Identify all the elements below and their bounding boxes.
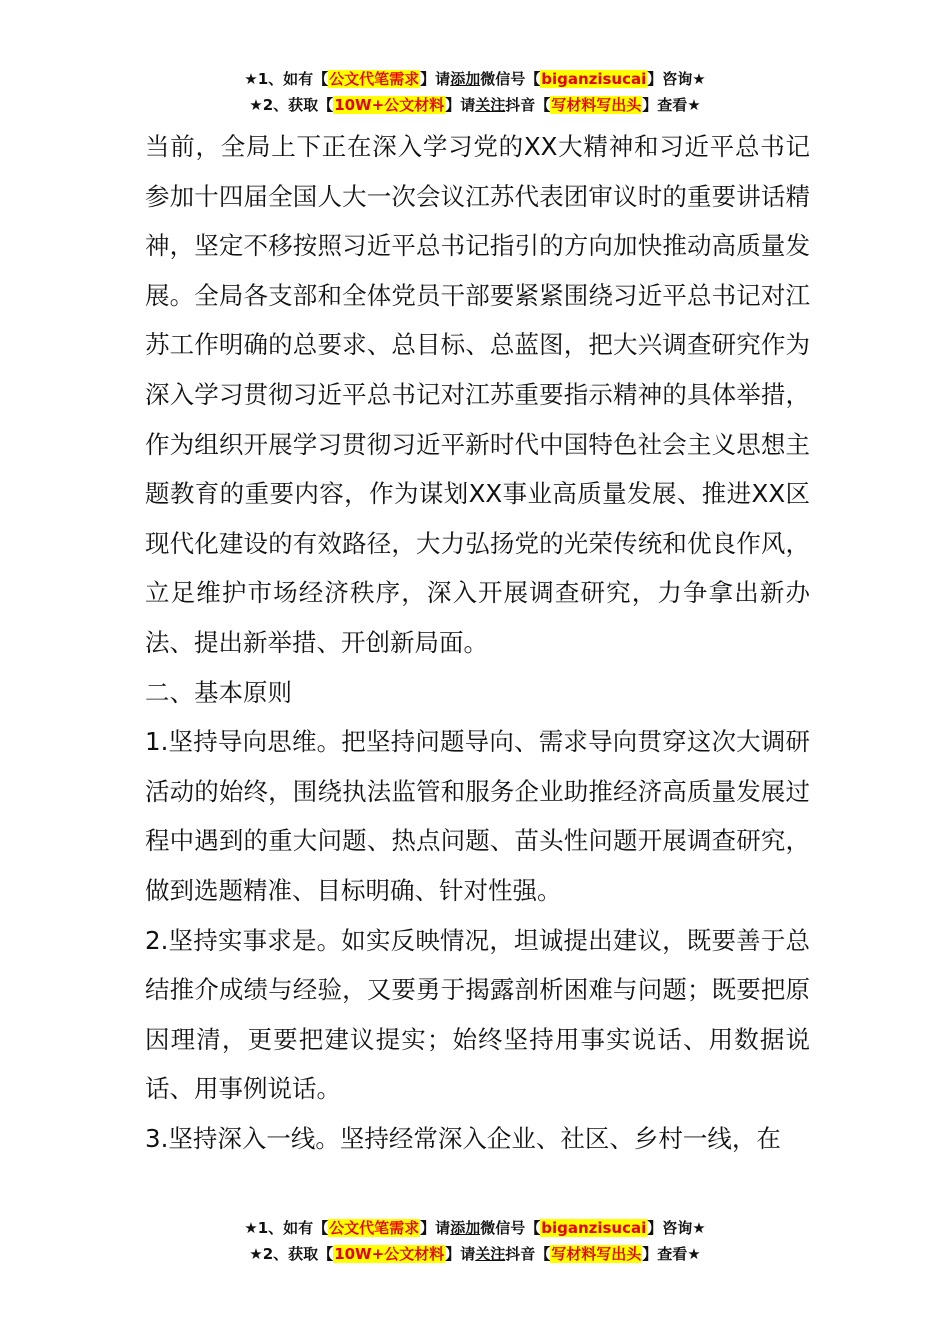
header-banner bbox=[0, 66, 950, 118]
banner-text: 】咨询★ bbox=[647, 1219, 706, 1237]
banner-text: 】查看★ bbox=[642, 96, 701, 114]
banner-text: ★1、如有【 bbox=[244, 1219, 329, 1237]
wechat-id-highlight: biganzisucai bbox=[541, 1219, 647, 1237]
banner-text: 】请 bbox=[420, 70, 451, 88]
banner-underlined-text: 添加 bbox=[450, 1219, 481, 1237]
document-body bbox=[145, 122, 810, 1163]
banner-text: 】咨询★ bbox=[647, 70, 706, 88]
wechat-id-highlight: biganzisucai bbox=[541, 70, 647, 88]
banner-text: ★2、获取【 bbox=[249, 96, 334, 114]
footer-banner-line-2 bbox=[0, 1241, 950, 1267]
header-banner-line-2 bbox=[0, 92, 950, 118]
banner-text: 】查看★ bbox=[642, 1245, 701, 1263]
banner-text: ★1、如有【 bbox=[244, 70, 329, 88]
header-banner-line-1 bbox=[0, 66, 950, 92]
banner-text: 抖音【 bbox=[505, 96, 551, 114]
banner-underlined-text: 关注 bbox=[475, 96, 506, 114]
banner-text: 微信号【 bbox=[480, 1219, 541, 1237]
banner-text: 】请 bbox=[420, 1219, 451, 1237]
banner-text: ★2、获取【 bbox=[249, 1245, 334, 1263]
footer-banner-line-1 bbox=[0, 1215, 950, 1241]
footer-banner bbox=[0, 1215, 950, 1267]
banner-underlined-text: 关注 bbox=[475, 1245, 506, 1263]
body-paragraph-intro: 当前，全局上下正在深入学习党的XX大精神和习近平总书记参加十四届全国人大一次会议江苏代表团审议时的重要讲话精神，坚定不移按照习近平总书记指引的方向加快推动高质量发展。全局各支部和全体党员干部要紧紧围绕习近平总书记对江苏工作明确的总要求、总目标、总蓝图，把大兴调查研究作为深入学习贯彻习近平总书记对江苏重要指示精神的具体举措，作为组织开展学习贯彻习近平新时代中国特色社会主义思想主题教育的重要内容，作为谋划XX事业高质量发展、推进XX区现代化建设的有效路径，大力弘扬党的光荣传统和优良作风，立足维护市场经济秩序，深入开展调查研究，力争拿出新办法、提出新举措、开创新局面。 bbox=[145, 132, 810, 657]
banner-text: 】请 bbox=[445, 96, 476, 114]
banner-text: 微信号【 bbox=[480, 70, 541, 88]
principle-item-2: 2.坚持实事求是。如实反映情况，坦诚提出建议，既要善于总结推介成绩与经验，又要勇于揭露剖析困难与问题；既要把原因理清，更要把建议提实；始终坚持用事实说话、用数据说话、用事例说话。 bbox=[145, 925, 810, 1104]
materials-highlight: 10W+公文材料 bbox=[334, 96, 445, 114]
ghostwriting-highlight: 公文代笔需求 bbox=[329, 1219, 420, 1237]
banner-text: 】请 bbox=[445, 1245, 476, 1263]
principle-item-3: 3.坚持深入一线。坚持经常深入企业、社区、乡村一线，在 bbox=[145, 1123, 781, 1153]
section-heading-basic-principles: 二、基本原则 bbox=[145, 677, 292, 707]
ghostwriting-highlight: 公文代笔需求 bbox=[329, 70, 420, 88]
douyin-account-highlight: 写材料写出头 bbox=[551, 1245, 642, 1263]
banner-text: 抖音【 bbox=[505, 1245, 551, 1263]
principle-item-1: 1.坚持导向思维。把坚持问题导向、需求导向贯穿这次大调研活动的始终，围绕执法监管和服务企业助推经济高质量发展过程中遇到的重大问题、热点问题、苗头性问题开展调查研究，做到选题精准、目标明确、针对性强。 bbox=[145, 727, 810, 905]
banner-underlined-text: 添加 bbox=[450, 70, 481, 88]
materials-highlight: 10W+公文材料 bbox=[334, 1245, 445, 1263]
douyin-account-highlight: 写材料写出头 bbox=[551, 96, 642, 114]
